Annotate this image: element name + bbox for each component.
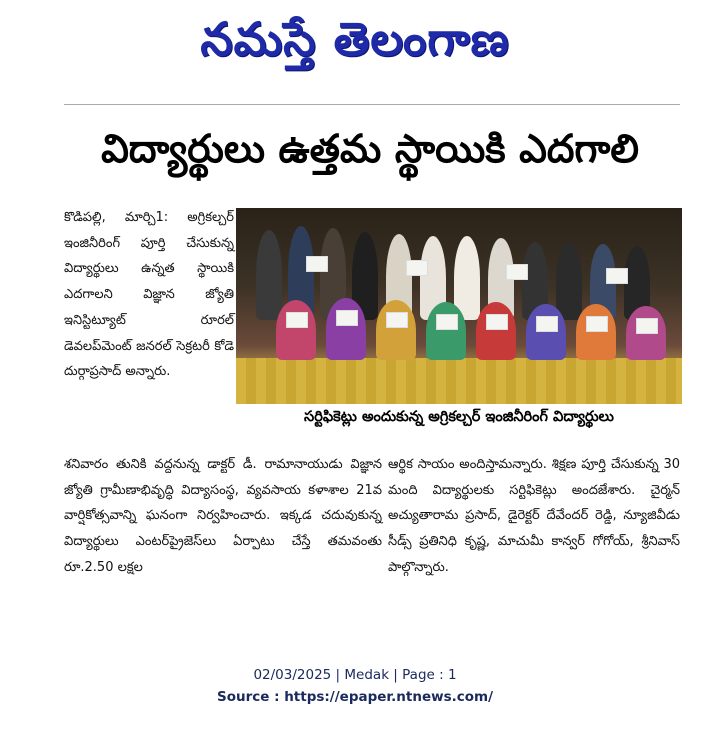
photo-certificate bbox=[586, 316, 608, 332]
photo-certificate bbox=[486, 314, 508, 330]
photo-certificate bbox=[386, 312, 408, 328]
photo-caption: సర్టిఫికెట్లు అందుకున్న అగ్రికల్చర్ ఇంజినీరింగ్ విద్యార్థులు bbox=[304, 409, 614, 425]
newspaper-logo: నమస్తే తెలంగాణ bbox=[200, 12, 510, 66]
photo-certificate bbox=[506, 264, 528, 280]
photo-person bbox=[256, 230, 282, 320]
photo-certificate bbox=[436, 314, 458, 330]
photo-certificate bbox=[636, 318, 658, 334]
photo-stage bbox=[236, 358, 682, 404]
photo-certificate bbox=[536, 316, 558, 332]
source-link[interactable]: Source : https://epaper.ntnews.com/ bbox=[216, 689, 494, 705]
page-footer bbox=[0, 664, 710, 708]
photo-certificate bbox=[336, 310, 358, 326]
article-body-column-3: ఆర్థిక సాయం అందిస్తామన్నారు. శిక్షణ పూర్తి చేసుకున్న 30 మంది విద్యార్థులకు సర్టిఫికెట్లు అందజేశారు. చైర్మన్ అచ్యుతారామ ప్రసాద్, డైరెక్టర్ దేవేందర్ రెడ్డి, న్యూజివీడు సీడ్స్ ప్రతినిధి కృష్ణ, మాచుమీ కాన్వర్ గోగోయ్, శ్రీనివాస్ పాల్గొన్నారు. bbox=[388, 457, 680, 575]
photo-person bbox=[576, 304, 616, 360]
photo-person bbox=[326, 298, 366, 360]
masthead bbox=[0, 0, 710, 90]
photo-certificate bbox=[406, 260, 428, 276]
article-photo bbox=[236, 208, 682, 404]
photo-person bbox=[556, 242, 582, 320]
edition-info: 02/03/2025 | Medak | Page : 1 bbox=[253, 667, 457, 683]
article-body-column-1: కొడిపల్లి, మార్చి1: అగ్రికల్చర్ ఇంజినీరింగ్ పూర్తి చేసుకున్న విద్యార్థులు ఉన్నత స్థాయికి ఎదగాలని విజ్ఞాన జ్యోతి ఇనిస్టిట్యూట్ రూరల్ డెవలప్‌మెంట్ జనరల్ సెక్రటరీ కోడె దుర్గాప్రసాద్ అన్నారు. bbox=[64, 210, 234, 380]
photo-certificate bbox=[306, 256, 328, 272]
article-body-column-2: శనివారం తునికి వద్దనున్న డాక్టర్ డీ. రామానాయుడు విజ్ఞాన జ్యోతి గ్రామీణాభివృద్ధి విద్యాసంస్థ, వ్యవసాయ కళాశాల 21వ వార్షికోత్సవాన్ని ఘనంగా నిర్వహించారు. ఇక్కడ చదువుకున్న విద్యార్థులు ఎంటర్‌ప్రైజెస్‌లు ఏర్పాటు చేస్తే తమవంతు రూ.2.50 లక్షల bbox=[64, 457, 382, 575]
photo-person bbox=[276, 300, 316, 360]
article-headline: విద్యార్థులు ఉత్తమ స్థాయికి ఎదగాలి bbox=[101, 127, 639, 172]
photo-certificate bbox=[286, 312, 308, 328]
header-divider bbox=[64, 104, 680, 105]
photo-person bbox=[376, 300, 416, 360]
photo-person bbox=[526, 304, 566, 360]
photo-person bbox=[426, 302, 466, 360]
photo-certificate bbox=[606, 268, 628, 284]
photo-person bbox=[476, 302, 516, 360]
